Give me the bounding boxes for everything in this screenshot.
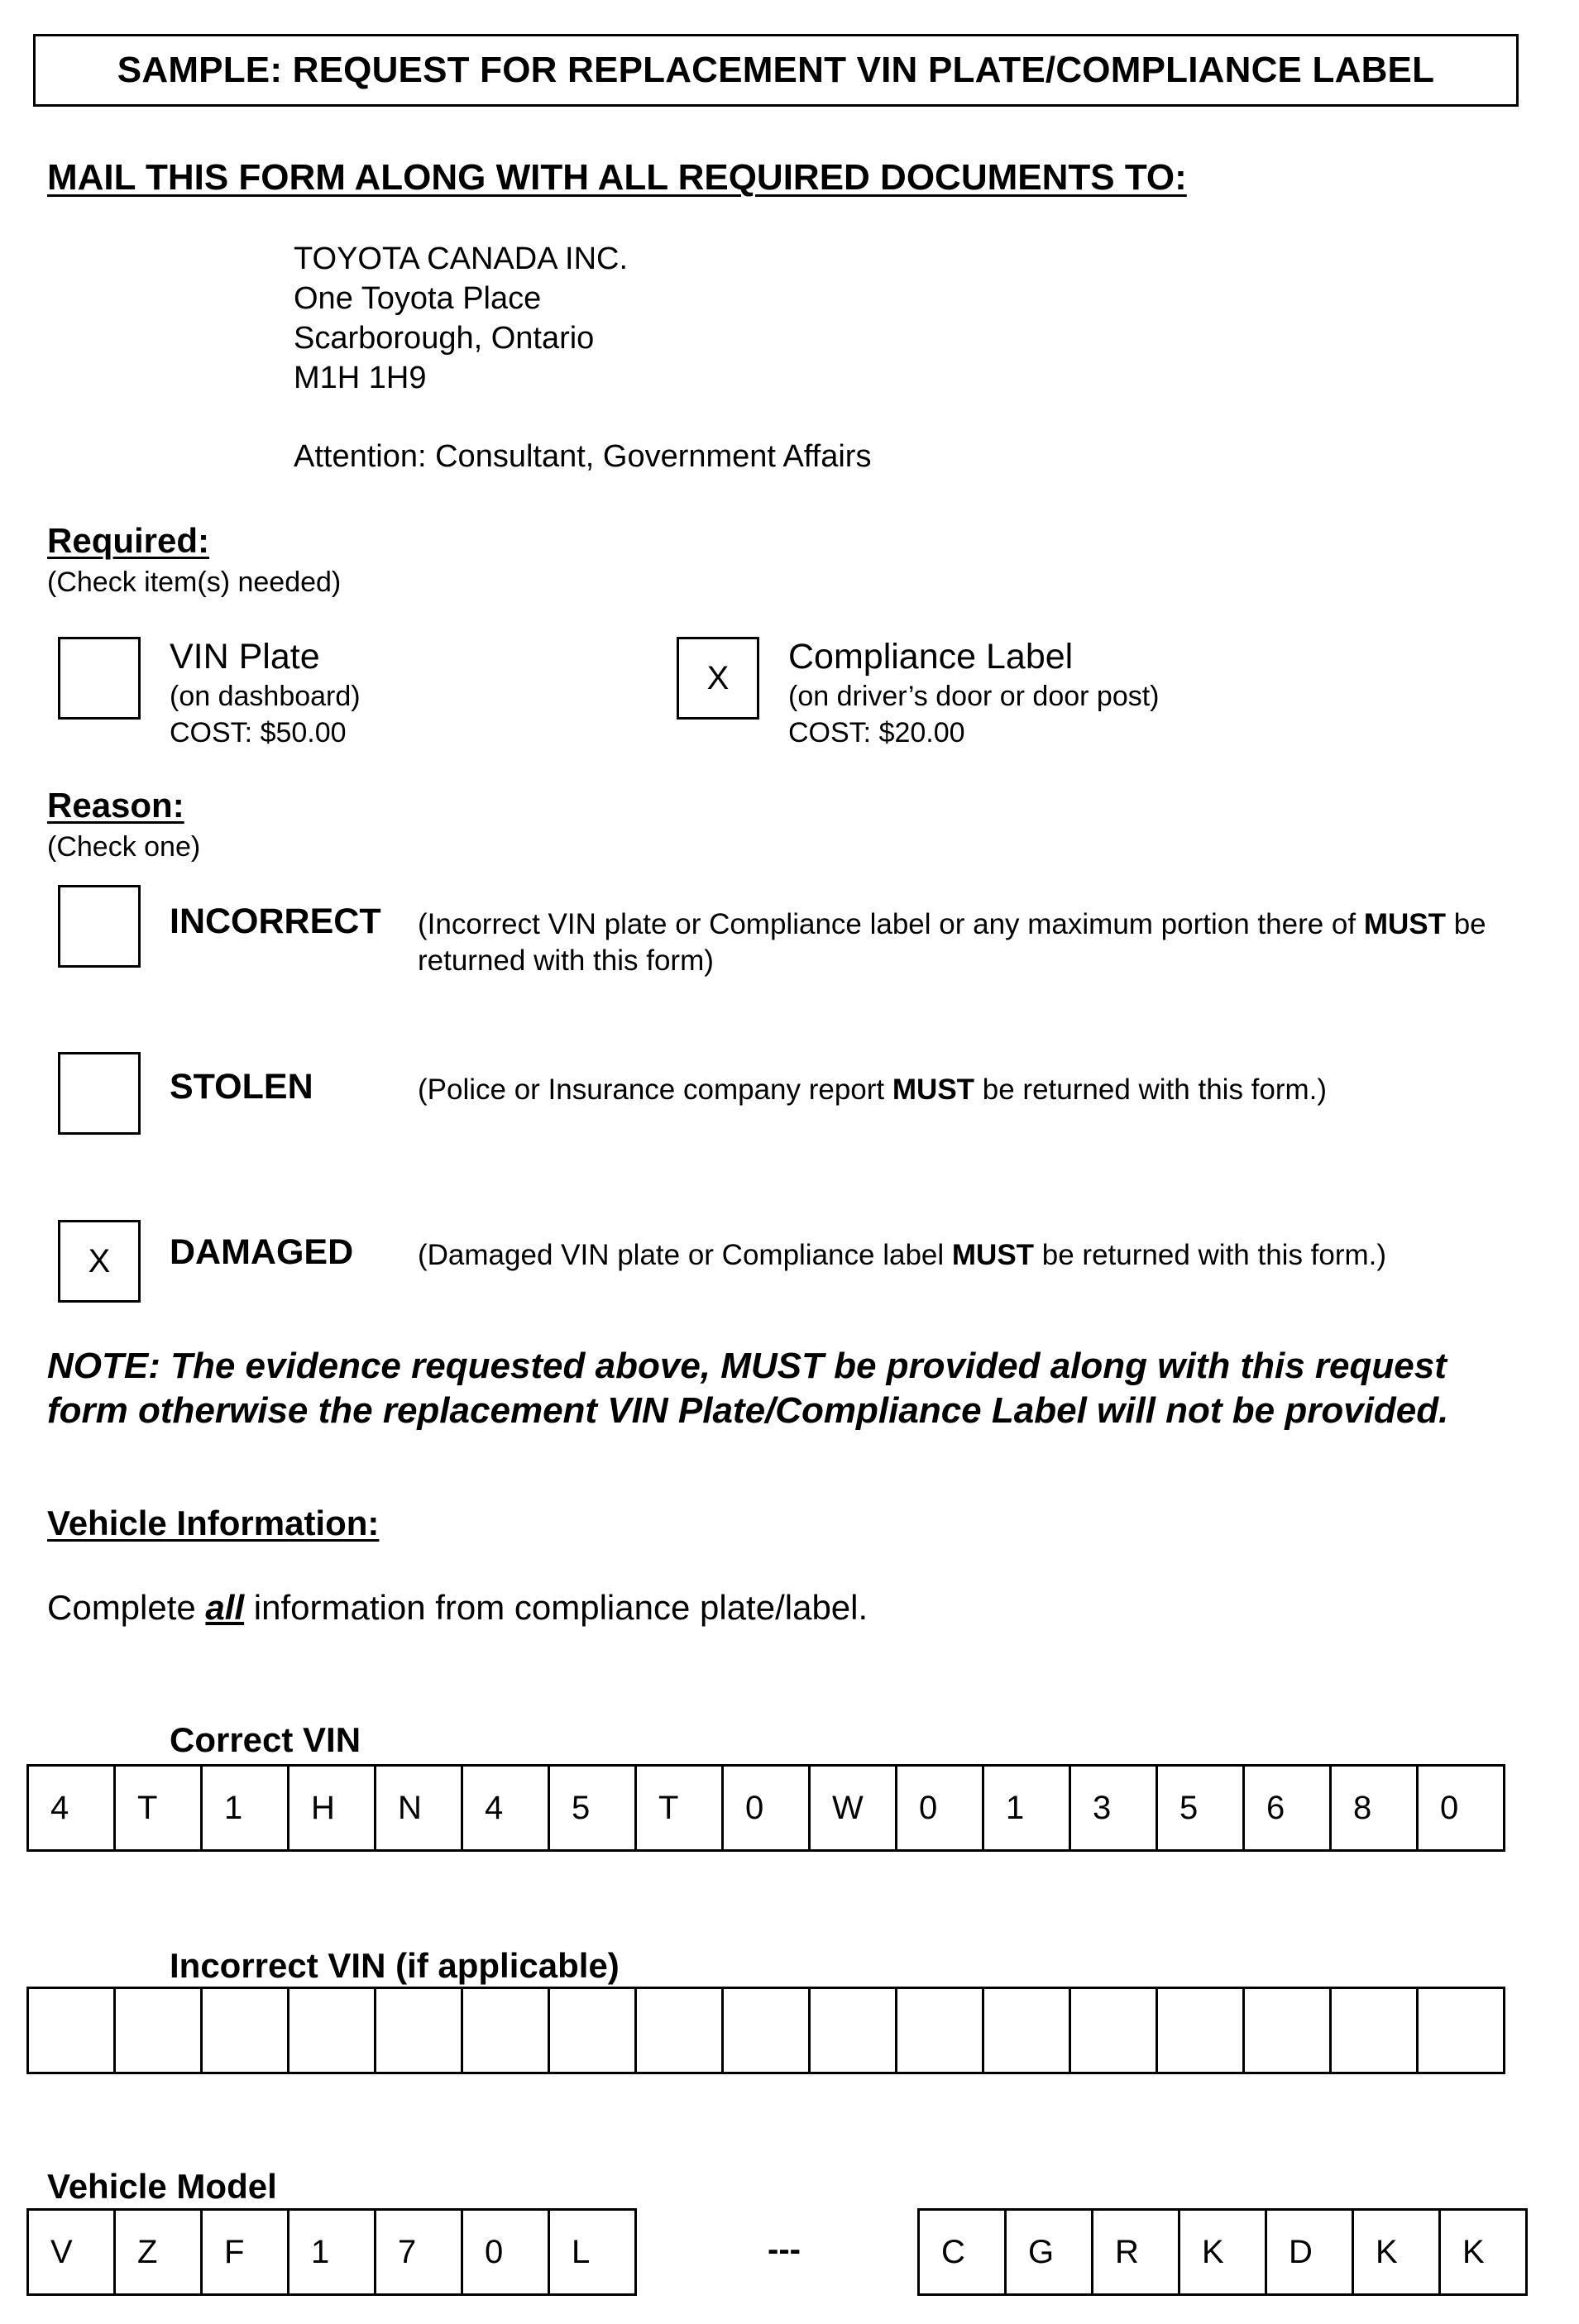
- incorrect-vin-grid: [26, 1987, 1505, 2074]
- vehicle-info-instruction: Complete all information from compliance plate/label.: [47, 1588, 868, 1627]
- correct-vin-cell[interactable]: T: [113, 1764, 203, 1852]
- correct-vin-cell[interactable]: 4: [461, 1764, 550, 1852]
- incorrect-vin-cell[interactable]: [26, 1987, 116, 2074]
- vin-plate-label: VIN Plate: [170, 637, 320, 677]
- correct-vin-label: Correct VIN: [170, 1720, 361, 1759]
- vin-plate-location: (on dashboard): [170, 681, 361, 712]
- evidence-note: NOTE: The evidence requested above, MUST be provided along with this request form otherwise the replacement VIN Plate/Compliance Label will not be provided.: [47, 1346, 1449, 1431]
- address-line-city: Scarborough, Ontario: [294, 321, 595, 356]
- correct-vin-cell[interactable]: 5: [1156, 1764, 1245, 1852]
- vehicle-model-cell[interactable]: 7: [374, 2208, 463, 2296]
- vehicle-model-cell[interactable]: G: [1004, 2208, 1093, 2296]
- vehicle-model-label: Vehicle Model: [47, 2167, 277, 2206]
- reason-incorrect-label: INCORRECT: [170, 901, 381, 941]
- required-title: Required:: [47, 521, 210, 560]
- vehicle-info-title: Vehicle Information:: [47, 1504, 380, 1542]
- vehicle-model-cell[interactable]: K: [1352, 2208, 1441, 2296]
- vehicle-model-cell[interactable]: L: [548, 2208, 637, 2296]
- incorrect-vin-cell[interactable]: [113, 1987, 203, 2074]
- reason-damaged-desc: (Damaged VIN plate or Compliance label MUST be returned with this form.): [418, 1239, 1387, 1271]
- incorrect-vin-cell[interactable]: [287, 1987, 376, 2074]
- correct-vin-cell[interactable]: N: [374, 1764, 463, 1852]
- reason-title: Reason:: [47, 786, 184, 825]
- vehicle-model-cell[interactable]: F: [200, 2208, 289, 2296]
- vehicle-model-cell[interactable]: 1: [287, 2208, 376, 2296]
- correct-vin-cell[interactable]: T: [634, 1764, 724, 1852]
- compliance-label-label: Compliance Label: [788, 637, 1074, 677]
- reason-note: (Check one): [47, 831, 201, 863]
- vin-plate-cost: COST: $50.00: [170, 717, 347, 748]
- model-separator: ---: [768, 2231, 801, 2268]
- vehicle-model-cell[interactable]: K: [1438, 2208, 1528, 2296]
- reason-damaged-label: DAMAGED: [170, 1232, 354, 1272]
- incorrect-vin-cell[interactable]: [548, 1987, 637, 2074]
- required-note: (Check item(s) needed): [47, 567, 342, 598]
- correct-vin-cell[interactable]: 1: [982, 1764, 1071, 1852]
- incorrect-vin-cell[interactable]: [1329, 1987, 1419, 2074]
- address-line-company: TOYOTA CANADA INC.: [294, 241, 629, 276]
- correct-vin-cell[interactable]: 3: [1069, 1764, 1158, 1852]
- incorrect-vin-cell[interactable]: [461, 1987, 550, 2074]
- vehicle-model-cell[interactable]: K: [1178, 2208, 1267, 2296]
- reason-stolen-desc: (Police or Insurance company report MUST be returned with this form.): [418, 1074, 1328, 1106]
- correct-vin-cell[interactable]: H: [287, 1764, 376, 1852]
- vehicle-model-cell[interactable]: V: [26, 2208, 116, 2296]
- incorrect-vin-cell[interactable]: [1416, 1987, 1505, 2074]
- incorrect-vin-cell[interactable]: [374, 1987, 463, 2074]
- reason-stolen-checkbox[interactable]: [58, 1052, 141, 1135]
- correct-vin-cell[interactable]: 0: [721, 1764, 811, 1852]
- mail-heading: MAIL THIS FORM ALONG WITH ALL REQUIRED DOCUMENTS TO:: [47, 157, 1187, 198]
- vehicle-model-left-grid: [26, 2208, 637, 2296]
- reason-stolen-label: STOLEN: [170, 1067, 313, 1107]
- vehicle-model-right-grid: [917, 2208, 1528, 2296]
- address-line-postal: M1H 1H9: [294, 361, 427, 395]
- correct-vin-grid: [26, 1764, 1505, 1852]
- correct-vin-cell[interactable]: W: [808, 1764, 897, 1852]
- incorrect-vin-cell[interactable]: [1242, 1987, 1332, 2074]
- correct-vin-cell[interactable]: 0: [895, 1764, 984, 1852]
- correct-vin-cell[interactable]: 5: [548, 1764, 637, 1852]
- vehicle-model-cell[interactable]: R: [1091, 2208, 1180, 2296]
- incorrect-vin-cell[interactable]: [634, 1987, 724, 2074]
- reason-damaged-checkbox[interactable]: X: [58, 1220, 141, 1303]
- reason-incorrect-desc: (Incorrect VIN plate or Compliance label or any maximum portion there of MUST be returned with this form): [418, 908, 1486, 977]
- vehicle-model-cell[interactable]: 0: [461, 2208, 550, 2296]
- incorrect-vin-cell[interactable]: [982, 1987, 1071, 2074]
- compliance-label-cost: COST: $20.00: [788, 717, 965, 748]
- correct-vin-cell[interactable]: 1: [200, 1764, 289, 1852]
- vehicle-model-cell[interactable]: D: [1265, 2208, 1354, 2296]
- vehicle-model-cell[interactable]: C: [917, 2208, 1007, 2296]
- correct-vin-cell[interactable]: 6: [1242, 1764, 1332, 1852]
- compliance-label-location: (on driver’s door or door post): [788, 681, 1160, 712]
- incorrect-vin-cell[interactable]: [1069, 1987, 1158, 2074]
- incorrect-vin-cell[interactable]: [721, 1987, 811, 2074]
- form-title: SAMPLE: REQUEST FOR REPLACEMENT VIN PLATE/COMPLIANCE LABEL: [33, 34, 1519, 107]
- vehicle-model-cell[interactable]: Z: [113, 2208, 203, 2296]
- correct-vin-cell[interactable]: 0: [1416, 1764, 1505, 1852]
- address-attention: Attention: Consultant, Government Affairs: [294, 439, 872, 474]
- compliance-label-checkbox[interactable]: X: [677, 637, 759, 720]
- incorrect-vin-cell[interactable]: [808, 1987, 897, 2074]
- incorrect-vin-label: Incorrect VIN (if applicable): [170, 1946, 620, 1985]
- incorrect-vin-cell[interactable]: [1156, 1987, 1245, 2074]
- reason-incorrect-checkbox[interactable]: [58, 885, 141, 968]
- correct-vin-cell[interactable]: 4: [26, 1764, 116, 1852]
- incorrect-vin-cell[interactable]: [895, 1987, 984, 2074]
- incorrect-vin-cell[interactable]: [200, 1987, 289, 2074]
- address-line-street: One Toyota Place: [294, 281, 542, 316]
- vin-plate-checkbox[interactable]: [58, 637, 141, 720]
- correct-vin-cell[interactable]: 8: [1329, 1764, 1419, 1852]
